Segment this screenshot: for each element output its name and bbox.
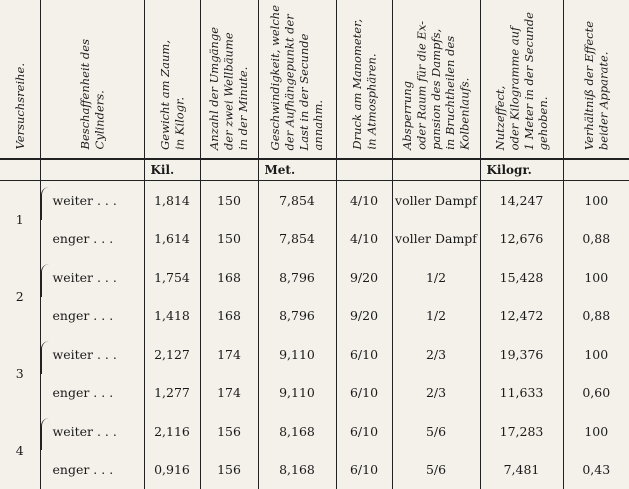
trial-number: 1 [0, 181, 40, 258]
revolutions-cell: 156 [200, 412, 258, 450]
weight-cell: 0,916 [144, 450, 200, 489]
table-row [0, 258, 629, 296]
trial-number: 3 [0, 335, 40, 412]
header-revolutions: Anzahl der Umgänge der zwei Wellbäume in der Minute. [200, 0, 258, 159]
table-row [0, 181, 629, 220]
weight-cell: 2,116 [144, 412, 200, 450]
expansion-cell: 2/3 [392, 335, 480, 373]
table-row [0, 220, 629, 258]
cylinder-cell: enger . . . [40, 450, 144, 489]
revolutions-cell: 150 [200, 181, 258, 220]
cylinder-cell: enger . . . [40, 374, 144, 412]
brace-mark [41, 418, 50, 450]
header-row [0, 0, 629, 159]
effect-cell: 15,428 [480, 258, 563, 296]
header-weight: Gewicht am Zaum, in Kilogr. [144, 0, 200, 159]
speed-cell: 8,796 [258, 258, 336, 296]
table-row [0, 374, 629, 412]
cylinder-cell: weiter . . . [40, 181, 144, 220]
expansion-cell: voller Dampf [392, 181, 480, 220]
pressure-cell: 9/20 [336, 258, 392, 296]
revolutions-cell: 174 [200, 374, 258, 412]
expansion-cell: 5/6 [392, 450, 480, 489]
weight-cell: 1,614 [144, 220, 200, 258]
pressure-cell: 9/20 [336, 297, 392, 335]
effect-cell: 19,376 [480, 335, 563, 373]
speed-cell: 7,854 [258, 181, 336, 220]
revolutions-cell: 168 [200, 258, 258, 296]
ratio-cell: 0,43 [582, 462, 611, 478]
ratio-cell: 0,60 [582, 385, 611, 401]
unit-weight: Kil. [144, 159, 200, 181]
pressure-cell: 6/10 [336, 450, 392, 489]
ratio-cell: 100 [584, 192, 609, 208]
table-row [0, 335, 629, 373]
weight-cell: 2,127 [144, 335, 200, 373]
cylinder-cell: weiter . . . [40, 258, 144, 296]
table-row [0, 297, 629, 335]
speed-cell: 7,854 [258, 220, 336, 258]
effect-cell: 14,247 [480, 181, 563, 220]
header-effect: Nutzeffect, oder Kilogramme auf 1 Meter in der Secunde gehoben. [480, 0, 563, 159]
expansion-cell: 2/3 [392, 374, 480, 412]
units-row [0, 159, 629, 181]
unit-speed: Met. [258, 159, 336, 181]
speed-cell: 8,168 [258, 450, 336, 489]
cylinder-cell: weiter . . . [40, 335, 144, 373]
weight-cell: 1,814 [144, 181, 200, 220]
cylinder-cell: enger . . . [40, 220, 144, 258]
effect-cell: 7,481 [480, 450, 563, 489]
pressure-cell: 6/10 [336, 412, 392, 450]
table-body [0, 181, 629, 489]
header-ratio: Verhältniß der Effecte beider Apparate. [563, 0, 629, 159]
ratio-cell: 0,88 [582, 231, 611, 247]
speed-cell: 9,110 [258, 335, 336, 373]
pressure-cell: 6/10 [336, 374, 392, 412]
ratio-cell: 100 [584, 423, 609, 439]
effect-cell: 17,283 [480, 412, 563, 450]
expansion-cell: 1/2 [392, 297, 480, 335]
ratio-cell: 0,88 [582, 308, 611, 324]
brace-mark [41, 264, 50, 296]
brace-mark [41, 341, 50, 373]
expansion-cell: 1/2 [392, 258, 480, 296]
speed-cell: 8,168 [258, 412, 336, 450]
ratio-cell: 100 [584, 346, 609, 362]
ratio-cell: 100 [584, 269, 609, 285]
cylinder-cell: enger . . . [40, 297, 144, 335]
brace-mark [41, 187, 50, 219]
effect-cell: 11,633 [480, 374, 563, 412]
revolutions-cell: 174 [200, 335, 258, 373]
pressure-cell: 4/10 [336, 181, 392, 220]
expansion-cell: voller Dampf [392, 220, 480, 258]
header-cylinder: Beschaffenheit des Cylinders. [40, 0, 144, 159]
speed-cell: 8,796 [258, 297, 336, 335]
revolutions-cell: 150 [200, 220, 258, 258]
weight-cell: 1,418 [144, 297, 200, 335]
header-pressure: Druck am Manometer, in Atmosphären. [336, 0, 392, 159]
unit-effect: Kilogr. [480, 159, 563, 181]
trial-number: 2 [0, 258, 40, 335]
revolutions-cell: 156 [200, 450, 258, 489]
expansion-cell: 5/6 [392, 412, 480, 450]
effect-cell: 12,676 [480, 220, 563, 258]
cylinder-cell: weiter . . . [40, 412, 144, 450]
trial-number: 4 [0, 412, 40, 489]
header-expansion: Absperrung oder Raum für die Ex- pansion des Dampfs, in Bruchtheilen des Kolbenlaufs. [392, 0, 480, 159]
header-speed: Geschwindigkeit, welche der Aufhängepunkt der Last in der Secunde annahm. [258, 0, 336, 159]
effect-cell: 12,472 [480, 297, 563, 335]
weight-cell: 1,754 [144, 258, 200, 296]
revolutions-cell: 168 [200, 297, 258, 335]
header-trial: Versuchsreihe. [0, 0, 40, 159]
pressure-cell: 4/10 [336, 220, 392, 258]
table-row [0, 450, 629, 489]
table-row [0, 412, 629, 450]
speed-cell: 9,110 [258, 374, 336, 412]
weight-cell: 1,277 [144, 374, 200, 412]
pressure-cell: 6/10 [336, 335, 392, 373]
